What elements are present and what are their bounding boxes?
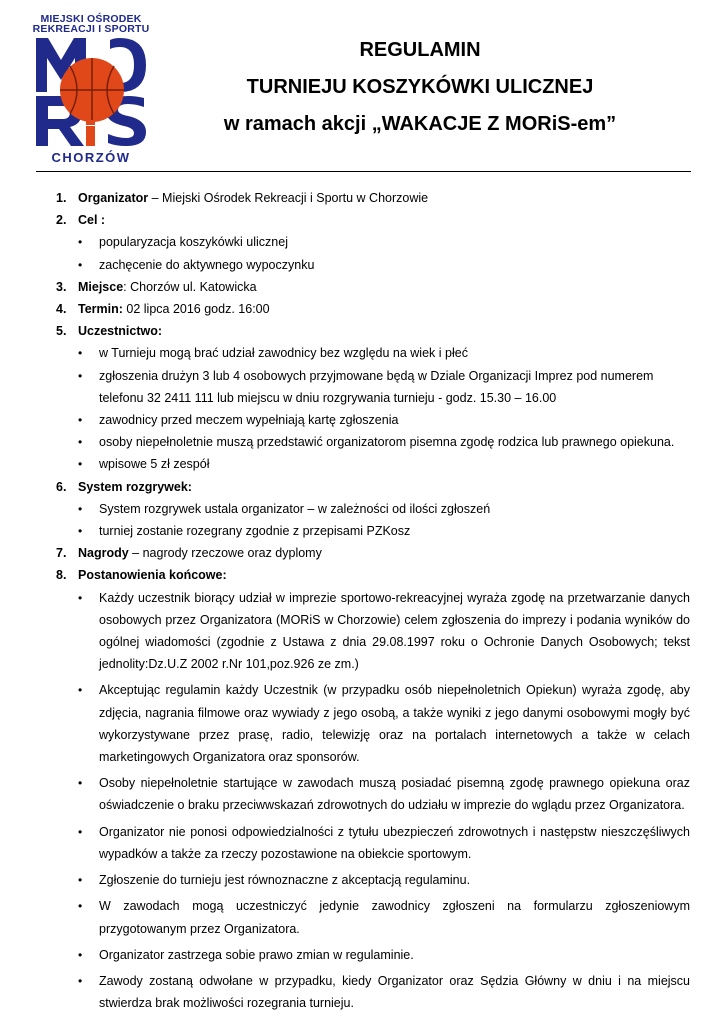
section-number: 5. [56, 324, 67, 339]
bullet-item [56, 772, 690, 816]
section-item [56, 187, 690, 209]
section-text: – Miejski Ośrodek Rekreacji i Sportu w Chorzowie [148, 191, 429, 205]
bullet-icon: • [78, 435, 83, 450]
section-label: Nagrody [78, 546, 129, 561]
bullet-icon: • [78, 590, 83, 605]
bullet-icon: • [78, 413, 83, 428]
section-label: Organizator [78, 191, 149, 205]
bullet-text: popularyzacja koszykówki ulicznej [99, 235, 288, 250]
section-item [56, 542, 690, 564]
moris-logo [30, 14, 152, 166]
section-number: 4. [56, 302, 67, 317]
regulations-content [56, 187, 690, 1014]
section-number: 7. [56, 546, 67, 561]
bullet-icon: • [78, 524, 83, 539]
bullet-icon: • [78, 683, 83, 698]
section-number: 1. [56, 191, 67, 205]
document-title [160, 40, 680, 134]
bullet-text: turniej zostanie rozegrany zgodnie z przepisami PZKosz [99, 524, 411, 539]
section-item [56, 564, 690, 586]
bullet-text: Zawody zostaną odwołane w przypadku, kiedy Organizator oraz Sędzia Główny w dniu i na miejscu stwierdza brak możliwości rozegrania turnieju. [99, 973, 690, 1011]
bullet-icon: • [78, 873, 83, 888]
bullet-icon: • [78, 457, 83, 472]
bullet-icon: • [78, 257, 83, 272]
title-campaign: w ramach akcji „WAKACJE Z MORiS-em” [223, 113, 617, 135]
bullet-text: W zawodach mogą uczestniczyć jedynie zawodnicy zgłoszeni na formularzu zgłoszeniowym przygotowanym przez Organizatora. [99, 899, 690, 936]
section-text: 02 lipca 2016 godz. 16:00 [122, 302, 270, 317]
bullet-item [56, 821, 690, 865]
bullet-item [56, 409, 690, 431]
bullet-item [56, 254, 690, 276]
bullet-icon: • [78, 346, 83, 361]
bullet-item [56, 498, 690, 520]
bullet-item [56, 679, 690, 768]
basketball-icon [34, 34, 148, 148]
section-text: – nagrody rzeczowe oraz dyplomy [128, 546, 322, 561]
bullet-icon: • [78, 973, 83, 988]
section-item [56, 209, 690, 231]
bullet-text: Organizator nie ponosi odpowiedzialności z tytułu ubezpieczeń zdrowotnych i następstw nieszczęśliwych wypadków a także za rzeczy pozostawione na obiekcie sportowym. [99, 824, 690, 861]
bullet-text: w Turnieju mogą brać udział zawodnicy bez względu na wiek i płeć [99, 346, 468, 361]
bullet-item [56, 587, 690, 676]
bullet-text: Zgłoszenie do turnieju jest równoznaczne z akceptacją regulaminu. [99, 873, 471, 888]
bullet-text: Organizator zastrzega sobie prawo zmian w regulaminie. [99, 947, 414, 962]
section-number: 2. [56, 213, 67, 228]
bullet-item [56, 895, 690, 939]
logo-header-line1: MIEJSKI OŚRODEK [40, 13, 142, 25]
section-text: : Chorzów ul. Katowicka [123, 279, 257, 294]
bullet-item [56, 365, 690, 409]
bullet-item [56, 231, 690, 253]
bullet-icon: • [78, 235, 83, 250]
bullet-icon: • [78, 899, 83, 914]
section-label: Postanowienia końcowe: [78, 568, 227, 583]
bullet-icon: • [78, 501, 83, 516]
bullet-item [56, 944, 690, 966]
title-tournament: TURNIEJU KOSZYKÓWKI ULICZNEJ [246, 76, 594, 98]
bullet-text: Akceptując regulamin każdy Uczestnik (w przypadku osób niepełnoletnich Opiekun) wyraża zgodę, aby zdjęcia, nagrania filmowe oraz wywiady z jego osobą, a także wyniki z jego danymi osobowymi mogły być wykorzystywane przez prasę, radio, telewizję oraz na portalach internetowych a także w celach marketingowych Organizatora oraz sponsorów. [99, 683, 690, 765]
title-regulamin: REGULAMIN [359, 39, 481, 61]
bullet-icon: • [78, 368, 83, 383]
section-item [56, 476, 690, 498]
bullet-item [56, 431, 690, 453]
bullet-icon: • [78, 947, 83, 962]
bullet-text: Osoby niepełnoletnie startujące w zawodach muszą posiadać pisemną zgodę prawnego opiekuna oraz oświadczenie o braku przeciwwskazań zdrowotnych do udziału w imprezie do wglądu przez Organizatora. [99, 776, 690, 813]
section-label: Cel : [78, 213, 106, 228]
bullet-text: osoby niepełnoletnie muszą przedstawić organizatorom pisemna zgodę rodzica lub prawnego opiekuna. [99, 435, 675, 450]
section-label: Termin: [78, 302, 123, 317]
bullet-text: zgłoszenia drużyn 3 lub 4 osobowych przyjmowane będą w Dziale Organizacji Imprez pod numerem telefonu 32 2411 111 lub miejscu w dniu rozgrywania turnieju - godz. 15.30 – 16.00 [99, 368, 654, 405]
bullet-item [56, 453, 690, 475]
bullet-item [56, 342, 690, 364]
bullet-text: wpisowe 5 zł zespół [99, 457, 210, 472]
bullet-text: System rozgrywek ustala organizator – w zależności od ilości zgłoszeń [99, 501, 491, 516]
section-label: Uczestnictwo: [78, 324, 163, 339]
section-number: 6. [56, 479, 67, 494]
bullet-text: Każdy uczestnik biorący udział w imprezie sportowo-rekreacyjnej wyraża zgodę na przetwarzanie danych osobowych przez Organizatora (MORiS w Chorzowie) celem zgłoszenia do imprezy i podania wyników do ogólnej wiadomości (zgodnie z Ustawa z dnia 29.08.1997 roku o Ochronie Danych Osobowych; tekst jednolity:Dz.U.Z 2002 r.Nr 101,poz.926 ze zm.) [99, 590, 690, 672]
section-number: 8. [56, 568, 67, 583]
bullet-item [56, 869, 690, 891]
section-item [56, 276, 690, 298]
section-label: System rozgrywek: [78, 479, 192, 494]
bullet-text: zawodnicy przed meczem wypełniają kartę zgłoszenia [99, 413, 399, 428]
section-item [56, 320, 690, 342]
section-item [56, 298, 690, 320]
bullet-item [56, 520, 690, 542]
bullet-icon: • [78, 824, 83, 839]
logo-header [30, 14, 152, 34]
section-number: 3. [56, 279, 67, 294]
bullet-text: zachęcenie do aktywnego wypoczynku [99, 257, 315, 272]
logo-header-line2: REKREACJI I SPORTU [32, 23, 150, 35]
bullet-icon: • [78, 776, 83, 791]
logo-city: CHORZÓW [51, 150, 131, 165]
section-label: Miejsce [78, 279, 124, 294]
bullet-item [56, 970, 690, 1014]
header-divider [36, 171, 691, 172]
